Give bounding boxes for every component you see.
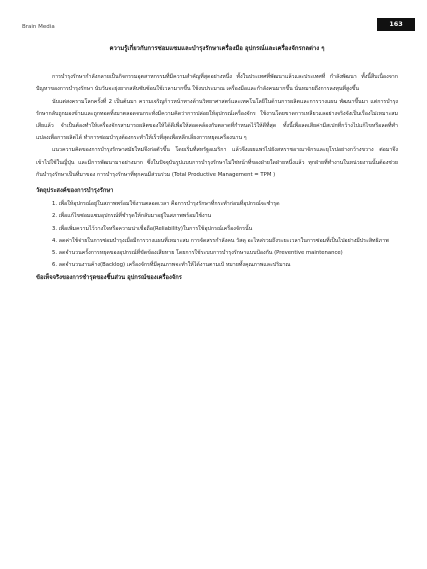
objective-item-4: 4. ลดค่าใช้จ่ายในการซ่อมบำรุงเมื่อมีการวางแผนที่เหมาะสม การจัดสรรกำลังคน วัสดุ อะไหล่รวมถึงระยะเวลาในการซ่อมที่เป็นไปอย่างมีประสิทธิภาพ: [52, 237, 389, 244]
objective-item-3: 3. เพื่อเพิ่มความไว้วางใจหรือความน่าเชื่อถือ(Reliability)ในการใช้อุปกรณ์เครื่องจักรนั้น: [52, 225, 253, 232]
publisher-name: Brain Media: [22, 24, 55, 30]
document-body: [36, 41, 398, 286]
objective-item-6: 6. ลดจำนวนงานค้าง(Backlog) เครื่องจักรที่มีคุณภาพจะทำให้ได้งานตามเป้ หมายทั้งคุณภาพและปริมาณ: [52, 262, 291, 269]
objectives-heading: วัตถุประสงค์ของการบำรุงรักษา: [36, 188, 114, 195]
page-header: [22, 18, 415, 32]
document-title: ความรู้เกี่ยวกับการซ่อมแซมและบำรุงรักษาเครื่องมือ อุปกรณ์และเครื่องจักรกลต่าง ๆ: [109, 45, 325, 52]
objective-item-5: 5. ลดจำนวนครั้งการหยุดของอุปกรณ์ที่ขัดข้องเสียหาย โดยการใช้ระบบการบำรุงรักษาแบบป้องกัน (Preventive maintenance): [52, 250, 343, 257]
objective-item-1: 1. เพื่อให้อุปกรณ์อยู่ในสภาพพร้อมใช้งานตลอดเวลา คือการบำรุงรักษาที่กระทำก่อนที่อุปกรณ์จะชำรุด: [52, 201, 280, 208]
objective-item-2: 2. เพื่อแก้ไขซ่อมแซมอุปกรณ์ที่ชำรุดให้กลับมาอยู่ในสภาพพร้อมใช้งาน: [52, 213, 212, 220]
body-paragraph-2: นับแต่สงครามโลกครั้งที่ 2 เป็นต้นมา ความเจริญก้าวหน้าทางด้านวิทยาศาสตร์และเทคโนโลยีในด้านการผลิตและการวางแผน พัฒนาขึ้นมา แต่การบำรุงรักษากลับถูกมองข้ามและถูกทอดทิ้งมาตลอดจนกระทั่งมีความคิดว่าการปล่อยให้อุปกรณ์เครื่องจักร ใช้งานโดยขาดการเหลียวแลอย่างจริงจังเป็นเรื่องไม่เหมาะสมเสียแล้ว จำเป็นต้องทำให้เครื่องจักรสามารถผลิตของให้ได้ดีเพื่อให้สอดคล้องกับตลาดที่กำหนดไว้ให้ดีที่สุด ทั้งนี้เพื่อลดเสียค่ามีสเปกที่กว้างไปแก้ไขหรือลดที่ทำแปลงเพื่อการผลิตได้ ทำการซ่อมบำรุงต้องกระทำให้เร็วที่สุดเพื่อหลีกเลี่ยงการหยุดเครื่องนาน ๆ: [36, 98, 398, 142]
body-paragraph-1: การบำรุงรักษากำลังกลายเป็นกิจกรรมอุตสาหกรรมที่มีความสำคัญที่สุดอย่างหนึ่ง ทั้งในประเทศที่พัฒนาแล้วและประเทศที่ กำลังพัฒนา ทั้งนี้สืบเนื่องจากปัญหาของการบำรุงรักษา นับวันจะยุ่งยากสลับซับซ้อนใช้เวลามากขึ้น ใช้งบประมาณ เครื่องมือและกำลังคนมากขึ้น นั่นหมายถึงการลงทุนที่สูงขึ้น: [36, 74, 398, 93]
body-paragraph-3: แนวความคิดของการบำรุงรักษาสมัยใหม่จึงก่อตัวขึ้น โดยเริ่มที่สหรัฐอเมริกา แล้วจึงเผยแพร่ไปยังสหราชอาณาจักรและยุโรปอย่างกว้างขวาง ต่อมาจึงเข้าไปใช้ในญี่ปุ่น และมีการพัฒนามาอย่างมาก ซึ่งในปัจจุบันรูปแบบการบำรุงรักษาไม่ใช่หน้าที่ของฝ่ายใดฝ่ายหนึ่งแล้ว ทุกฝ่ายที่ทำงานในหน่วยงานนั้นต้องช่วยกันบำรุงรักษาเป็นที่มาของ การบำรุงรักษาที่ทุกคนมีส่วนร่วม (Total Productive Management = TPM ): [36, 147, 398, 178]
closing-heading: ข้อเท็จจริงของการชำรุดของชิ้นส่วน อุปกรณ์ของเครื่องจักร: [36, 275, 182, 282]
page-number-badge: 163: [377, 18, 415, 31]
